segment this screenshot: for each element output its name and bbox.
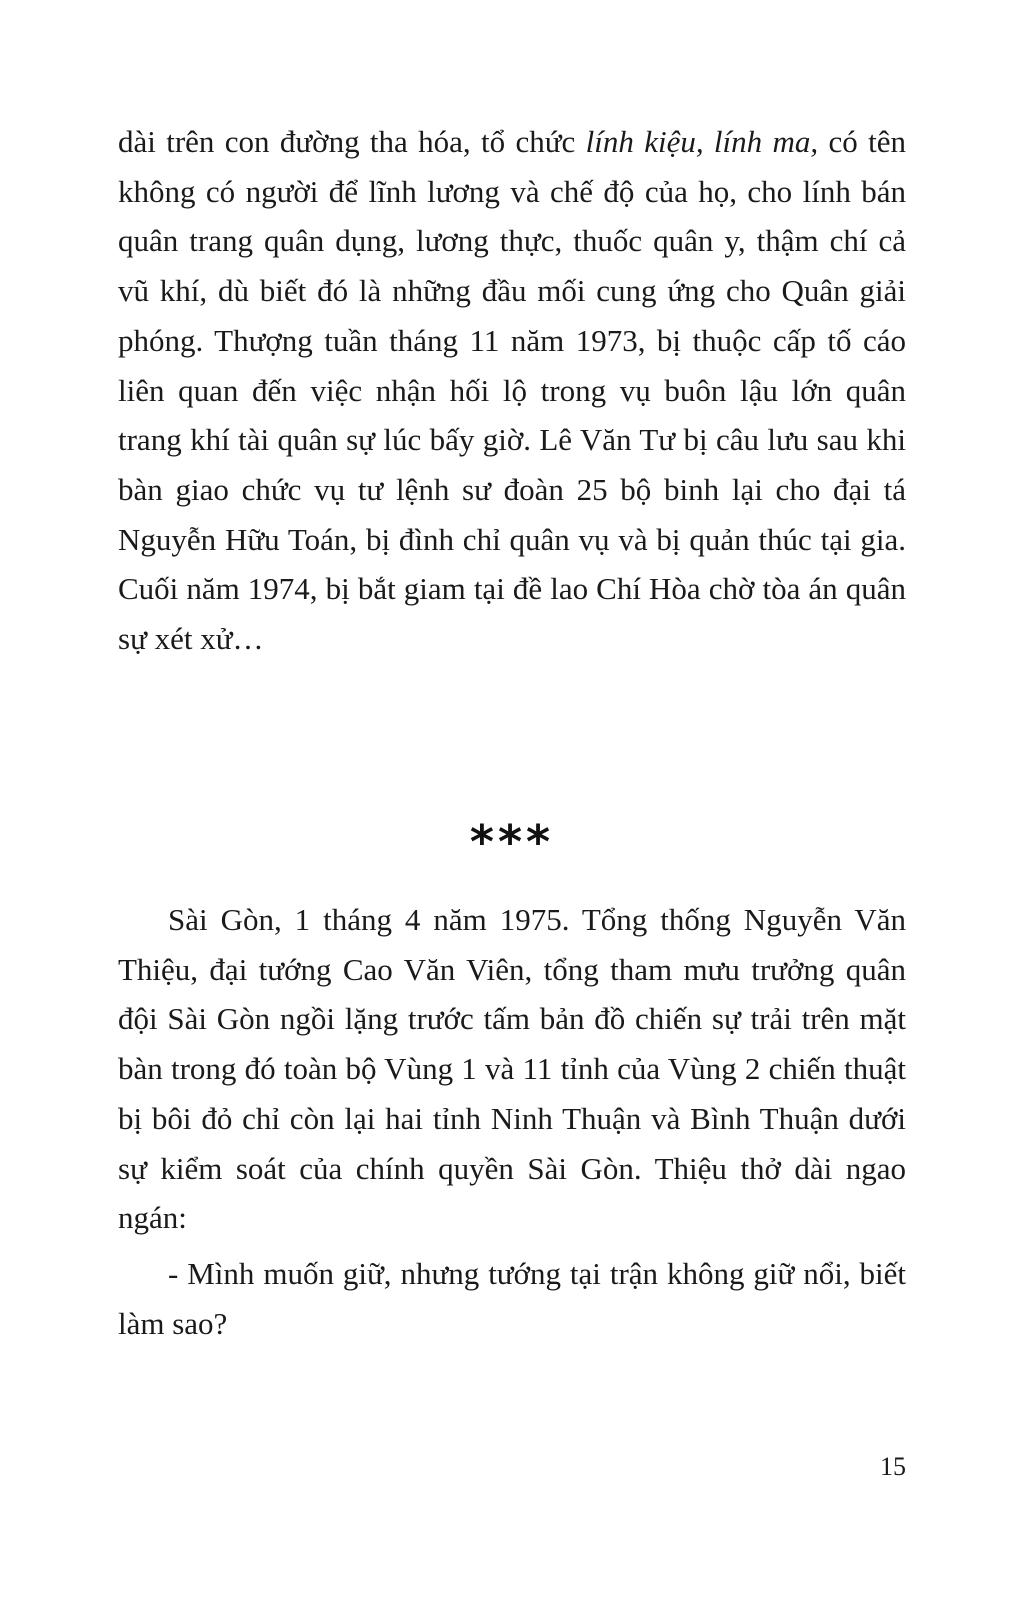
paragraph-1-italic-term: lính kiệu, lính ma, [585, 124, 819, 159]
section-body [118, 895, 906, 1348]
paragraph-continued [118, 117, 906, 664]
page-number: 15 [880, 1452, 906, 1481]
paragraph-1-text-a: dài trên con đường tha hóa, tổ chức [118, 124, 586, 159]
paragraph-2: Sài Gòn, 1 tháng 4 năm 1975. Tổng thống Nguyễn Văn Thiệu, đại tướng Cao Văn Viên, tổng tham mưu trưởng quân đội Sài Gòn ngồi lặng trước tấm bản đồ chiến sự trải trên mặt bàn trong đó toàn bộ Vùng 1 và 11 tỉnh của Vùng 2 chiến thuật bị bôi đỏ chỉ còn lại hai tỉnh Ninh Thuận và Bình Thuận dưới sự kiểm soát của chính quyền Sài Gòn. Thiệu thở dài ngao ngán: [118, 902, 906, 1236]
section-separator: *** [469, 815, 555, 869]
dialogue-line: - Mình muốn giữ, nhưng tướng tại trận không giữ nổi, biết làm sao? [118, 1255, 906, 1341]
paragraph-1-text-b: có tên không có người để lĩnh lương và chế độ của họ, cho lính bán quân trang quân dụng, lương thực, thuốc quân y, thậm chí cả vũ khí, dù biết đó là những đầu mối cung ứng cho Quân giải phóng. Thượng tuần tháng 11 năm 1973, bị thuộc cấp tố cáo liên quan đến việc nhận hối lộ trong vụ buôn lậu lớn quân trang khí tài quân sự lúc bấy giờ. Lê Văn Tư bị câu lưu sau khi bàn giao chức vụ tư lệnh sư đoàn 25 bộ binh lại cho đại tá Nguyễn Hữu Toán, bị đình chỉ quân vụ và bị quản thúc tại gia. Cuối năm 1974, bị bắt giam tại đề lao Chí Hòa chờ tòa án quân sự xét xử… [118, 124, 906, 657]
paragraph-1 [118, 117, 906, 664]
